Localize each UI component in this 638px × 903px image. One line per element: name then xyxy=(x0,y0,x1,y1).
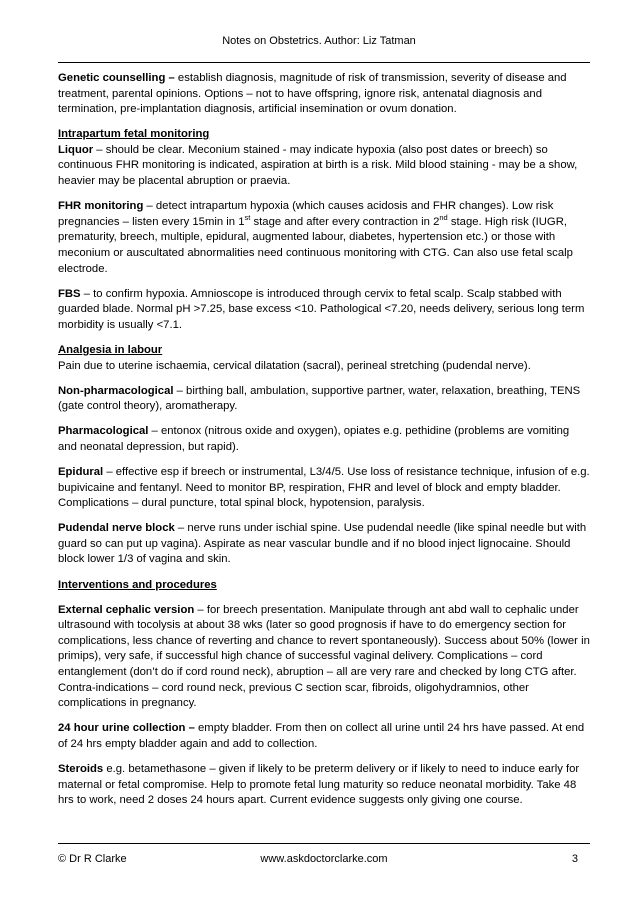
term-fhr-monitoring: FHR monitoring xyxy=(58,200,144,213)
paragraph-fhr-monitoring xyxy=(58,199,590,277)
heading-analgesia: Analgesia in labour xyxy=(58,343,163,356)
paragraph-analgesia xyxy=(58,343,590,374)
text-epidural: – effective esp if breech or instrumental, L3/4/5. Use loss of resistance technique, infusion of e.g. bupivicaine and fentanyl. Need to monitor BP, respiration, FHR and level of block and empty bladder. Complications – dural puncture, total spinal block, hypotension, paralysis. xyxy=(58,465,590,510)
text-pharmacological: – entonox (nitrous oxide and oxygen), opiates e.g. pethidine (problems are vomiting and neonatal depression, but rapid). xyxy=(58,425,570,453)
text-fbs: – to confirm hypoxia. Amnioscope is introduced through cervix to fetal scalp. Scalp stabbed with guarded blade. Normal pH >7.25, base excess <10. Pathological <7.20, needs delivery, serious long term morbidity is usually <7.1. xyxy=(58,287,585,331)
term-genetic-counselling: Genetic counselling – xyxy=(58,72,178,84)
paragraph-interventions xyxy=(58,578,590,594)
paragraph-pudendal xyxy=(58,521,590,568)
term-pudendal-nerve-block: Pudendal nerve block xyxy=(58,522,175,535)
paragraph-epidural xyxy=(58,465,590,512)
text-genetic-counselling: establish diagnosis, magnitude of risk of transmission, severity of disease and treatment, parental opinions. Options – not to have offspring, ignore risk, antenatal diagnosis and termination, pre-implantation diagnosis, artificial insemination or ovum donation. xyxy=(58,72,567,116)
page-header: Notes on Obstetrics. Author: Liz Tatman xyxy=(222,35,416,47)
paragraph-non-pharmacological xyxy=(58,384,590,415)
text-steroids: e.g. betamethasone – given if likely to be preterm delivery or if likely to need to induce early for maternal or fetal compromise. Help to promote fetal lung maturity so reduce neonatal morbidity. Take 48 hrs to work, need 2 doses 24 hours apart. Current evidence suggests only giving one course. xyxy=(58,762,580,807)
footer-copyright: © Dr R Clarke xyxy=(58,853,127,865)
sup-st: st xyxy=(244,212,251,222)
term-pharmacological: Pharmacological xyxy=(58,425,149,438)
text-fhr-c: stage. High risk (IUGR, prematurity, breech, multiple, epidural, augmented labour, diabetes, hypertension etc.) or those with meconium or auscultated abnormalities need continuous monitoring with CTG. Can also use fetal scalp electrode. xyxy=(58,215,573,275)
heading-interventions: Interventions and procedures xyxy=(58,578,217,591)
footer-page-number: 3 xyxy=(571,853,578,865)
text-analgesia: Pain due to uterine ischaemia, cervical dilatation (sacral), perineal stretching (pudendal nerve). xyxy=(58,359,531,372)
term-non-pharmacological: Non-pharmacological xyxy=(58,384,174,397)
paragraph-urine-collection xyxy=(58,721,590,752)
footer-website: www.askdoctorclarke.com xyxy=(260,853,388,865)
text-urine-collection: empty bladder. From then on collect all urine until 24 hrs have passed. At end of 24 hrs empty bladder again and add to collection. xyxy=(58,722,585,750)
header-divider xyxy=(58,62,590,63)
heading-intrapartum-monitoring: Intrapartum fetal monitoring xyxy=(58,128,210,141)
paragraph-pharmacological xyxy=(58,424,590,455)
paragraph-fbs xyxy=(58,287,590,334)
term-external-cephalic-version: External cephalic version xyxy=(58,603,195,616)
paragraph-genetic-counselling xyxy=(58,71,590,118)
paragraph-ecv xyxy=(58,603,590,712)
text-fhr-a: – detect intrapartum hypoxia (which causes acidosis and FHR changes). Low risk pregnancies – listen every 15min in 1 xyxy=(58,200,554,228)
text-liquor: – should be clear. Meconium stained - may indicate hypoxia (also post dates or breech) so continuous FHR monitoring is indicated, aspiration at birth is a risk. Mild blood staining - may be a show, heavier may be placental abruption or praevia. xyxy=(58,143,578,188)
paragraph-steroids xyxy=(58,762,590,809)
term-liquor: Liquor xyxy=(58,143,94,156)
term-steroids: Steroids xyxy=(58,762,104,775)
page-body xyxy=(58,71,590,818)
footer-divider xyxy=(58,843,590,844)
paragraph-intrapartum xyxy=(58,127,590,189)
term-urine-collection: 24 hour urine collection – xyxy=(58,722,198,735)
term-epidural: Epidural xyxy=(58,465,104,478)
term-fbs: FBS xyxy=(58,287,81,300)
text-fhr-b: stage and after every contraction in 2 xyxy=(250,215,440,228)
text-ecv: – for breech presentation. Manipulate through ant abd wall to cephalic under ultrasound with tocolysis at about 38 wks (later so good prognosis if have to do emergency section for complications, less chance of reverting and chance to revert spontaneously). Success about 50% (lower in primips), very safe, if successful high chance of successful vaginal delivery. Complications – cord entanglement (don’t do if cord round neck), abruption – all are very rare and checked by long CTG after. Contra-indications – cord round neck, previous C section scar, fibroids, oligohydramnios, other complications in pregnancy. xyxy=(58,603,590,710)
sup-nd: nd xyxy=(439,212,448,222)
text-non-pharmacological: – birthing ball, ambulation, supportive partner, water, relaxation, breathing, TENS (gate control theory), aromatherapy. xyxy=(58,384,581,413)
text-pudendal: – nerve runs under ischial spine. Use pudendal needle (like spinal needle but with guard so can put up vagina). Aspirate as near vascular bundle and if no blood inject lignocaine. Should block lower 1/3 of vagina and skin. xyxy=(58,522,587,566)
